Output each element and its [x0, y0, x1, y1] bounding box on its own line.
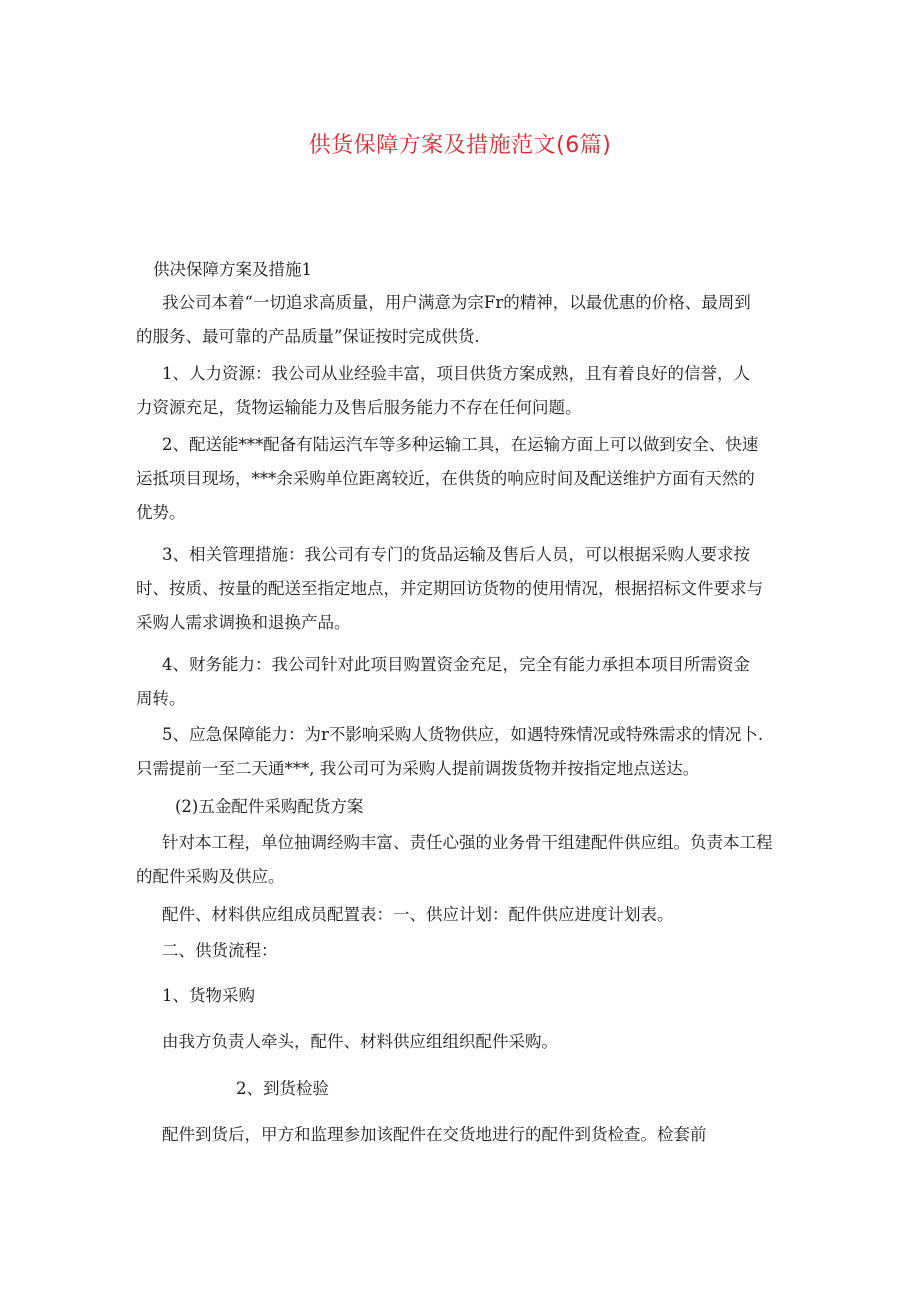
text-line: 只需提前一至二天通***, 我公司可为采购人提前调拨货物并按指定地点送达。: [136, 759, 700, 778]
paragraph-heading-1: [153, 253, 312, 287]
text-line: 2、到货检验: [236, 1079, 329, 1098]
text-line: 配件到货后，甲方和监理参加该配件在交货地进行的配件到货检查。检套前: [162, 1125, 707, 1144]
text-line: 3、相关管理措施：我公司有专门的货品运输及售后人员，可以根据采购人要求按: [162, 545, 750, 564]
paragraph-item-5: [136, 718, 763, 786]
text-line: 二、供货流程：: [162, 941, 278, 960]
text-line: 2、配送能***配备有陆运汽车等多种运输工具，在运输方面上可以做到安全、快速: [162, 435, 759, 454]
text-line: 时、按质、按量的配送至指定地点，并定期回访货物的使用情况，根据招标文件要求与: [136, 579, 763, 598]
text-line: 的配件采购及供应。: [136, 867, 285, 886]
text-line: 力资源充足，货物运输能力及售后服务能力不存在任何问题。: [136, 398, 582, 417]
paragraph-item-3: [136, 538, 763, 640]
paragraph-table-note: [162, 898, 674, 932]
text-line: 优势。: [136, 503, 186, 522]
text-line: 周转。: [136, 689, 186, 708]
paragraph-flow-2: [236, 1072, 329, 1106]
text-line: 4、财务能力：我公司针对此项目购置资金充足，完全有能力承担本项目所需资金: [162, 655, 750, 674]
paragraph-flow-1-body: [162, 1025, 558, 1059]
paragraph-flow-1: [162, 979, 255, 1013]
paragraph-section-2-heading: [175, 790, 363, 824]
text-line: 针对本工程，单位抽调经购丰富、责任心强的业务骨干组建配件供应组。负责本工程: [162, 833, 773, 852]
paragraph-item-2: [136, 428, 758, 530]
paragraph-flow-2-body: [162, 1118, 707, 1152]
text-line: 5、应急保障能力：为r不影响采购人货物供应，如遇特殊情况或特殊需求的情况卜.: [162, 725, 764, 744]
paragraph-flow-heading: [162, 934, 278, 968]
text-line: 的服务、最可靠的产品质量”保证按时完成供货.: [136, 327, 480, 346]
text-line: 供决保障方案及措施1: [153, 260, 312, 279]
text-line: 由我方负责人牵头，配件、材料供应组组织配件采购。: [162, 1032, 558, 1051]
text-line: 运抵项目现场，***余采购单位距离较近，在供货的响应时间及配送维护方面有天然的: [136, 469, 755, 488]
text-line: 我公司本着“一切追求高质量，用户满意为宗Fr的精神，以最优惠的价格、最周到: [162, 293, 751, 312]
text-line: 采购人需求调换和退换产品。: [136, 613, 351, 632]
paragraph-item-1: [136, 357, 750, 425]
text-line: (2)五金配件采购配货方案: [175, 797, 364, 816]
paragraph-section-2-body: [136, 826, 773, 894]
text-line: 配件、材料供应组成员配置表：一、供应计划：配件供应进度计划表。: [162, 905, 674, 924]
text-line: 1、货物采购: [162, 986, 255, 1005]
document-title: 供货保障方案及措施范文(6篇): [308, 133, 612, 158]
paragraph-item-4: [136, 648, 750, 716]
paragraph-intro: [136, 286, 751, 354]
text-line: 1、人力资源：我公司从业经验丰富，项目供货方案成熟，且有着良好的信誉，人: [162, 364, 750, 383]
